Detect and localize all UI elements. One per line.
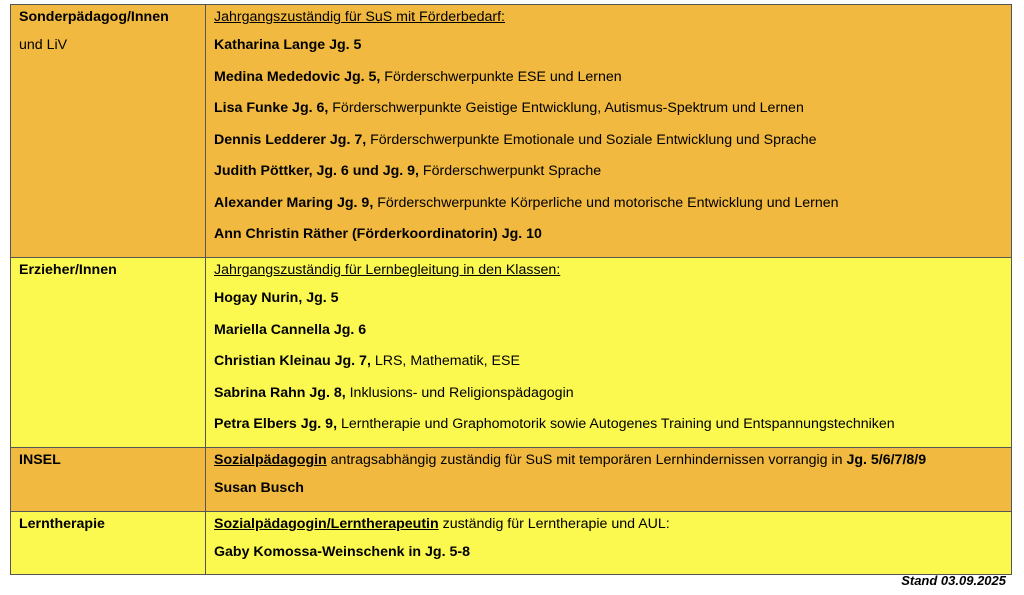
person-name: Mariella Cannella Jg. 6 — [214, 321, 367, 338]
section-heading: Jahrgangszuständig für Lernbegleitung in den Klassen: — [214, 262, 561, 278]
person-name: Petra Elbers Jg. 9, — [214, 416, 338, 432]
section-heading — [214, 448, 1005, 473]
label-line-1: Lerntherapie — [19, 515, 105, 532]
label-line-2: und LiV — [19, 37, 68, 53]
list-item — [214, 93, 1005, 125]
label-line-1: Erzieher/Innen — [19, 262, 117, 278]
person-name: Judith Pöttker, Jg. 6 und Jg. 9, — [214, 163, 419, 179]
stand-date: Stand 03.09.2025 — [901, 573, 1006, 588]
person-name: Hogay Nurin, Jg. 5 — [214, 290, 339, 306]
person-detail: Förderschwerpunkt Sprache — [418, 163, 602, 179]
row-erzieher — [11, 258, 1012, 448]
person-name: Ann Christin Räther (Förderkoordinatorin) Jg. 10 — [214, 226, 542, 242]
list-item — [214, 378, 1005, 410]
person-detail: Förderschwerpunkte Emotionale und Soziale Entwicklung und Sprache — [366, 131, 817, 148]
label-sonderpaedagogen — [11, 5, 206, 258]
list-item — [214, 125, 1005, 157]
list-item — [214, 315, 1005, 347]
person-name: Medina Mededovic Jg. 5, — [214, 68, 381, 85]
label-lerntherapie — [11, 511, 206, 575]
person-name: Dennis Ledderer Jg. 7, — [214, 131, 367, 148]
role-title: Sozialpädagogin — [214, 452, 327, 468]
section-heading — [214, 512, 1005, 537]
person-detail: Förderschwerpunkte Körperliche und motorische Entwicklung und Lernen — [373, 194, 839, 211]
role-description: zuständig für Lerntherapie und AUL: — [438, 515, 670, 532]
label-line-1: INSEL — [19, 452, 61, 468]
row-sonderpaedagogen — [11, 5, 1012, 258]
person-detail: Inklusions- und Religionspädagogin — [345, 384, 574, 401]
list-item — [214, 30, 1005, 62]
person-detail: LRS, Mathematik, ESE — [370, 353, 520, 369]
content-sonderpaedagogen — [206, 5, 1012, 258]
list-item — [214, 219, 1005, 251]
person-name: Susan Busch — [214, 480, 304, 496]
person-name: Gaby Komossa-Weinschenk in Jg. 5-8 — [214, 543, 470, 560]
label-line-1: Sonderpädagog/Innen — [19, 9, 169, 25]
list-item — [214, 409, 1005, 441]
person-name: Katharina Lange Jg. 5 — [214, 37, 362, 53]
list-item — [214, 188, 1005, 220]
row-lerntherapie — [11, 511, 1012, 575]
content-insel — [206, 448, 1012, 512]
content-lerntherapie — [206, 511, 1012, 575]
list-item — [214, 346, 1005, 378]
staff-table — [10, 4, 1012, 575]
row-insel — [11, 448, 1012, 512]
role-title: Sozialpädagogin/Lerntherapeutin — [214, 515, 439, 532]
person-detail: Förderschwerpunkte ESE und Lernen — [380, 68, 622, 85]
label-erzieher — [11, 258, 206, 448]
role-description: antragsabhängig zuständig für SuS mit temporären Lernhindernissen vorrangig in — [326, 452, 847, 468]
person-name: Sabrina Rahn Jg. 8, — [214, 384, 346, 401]
label-insel — [11, 448, 206, 512]
person-name: Alexander Maring Jg. 9, — [214, 194, 374, 211]
person-detail: Lerntherapie und Graphomotorik sowie Autogenes Training und Entspannungstechniken — [337, 416, 895, 432]
list-item — [214, 283, 1005, 315]
content-erzieher — [206, 258, 1012, 448]
list-item — [214, 156, 1005, 188]
person-name: Lisa Funke Jg. 6, — [214, 100, 329, 116]
list-item — [214, 62, 1005, 94]
section-heading: Jahrgangszuständig für SuS mit Förderbedarf: — [214, 9, 505, 25]
person-name: Christian Kleinau Jg. 7, — [214, 353, 371, 369]
person-detail: Förderschwerpunkte Geistige Entwicklung, Autismus-Spektrum und Lernen — [328, 100, 804, 116]
grade-range: Jg. 5/6/7/8/9 — [846, 452, 927, 468]
